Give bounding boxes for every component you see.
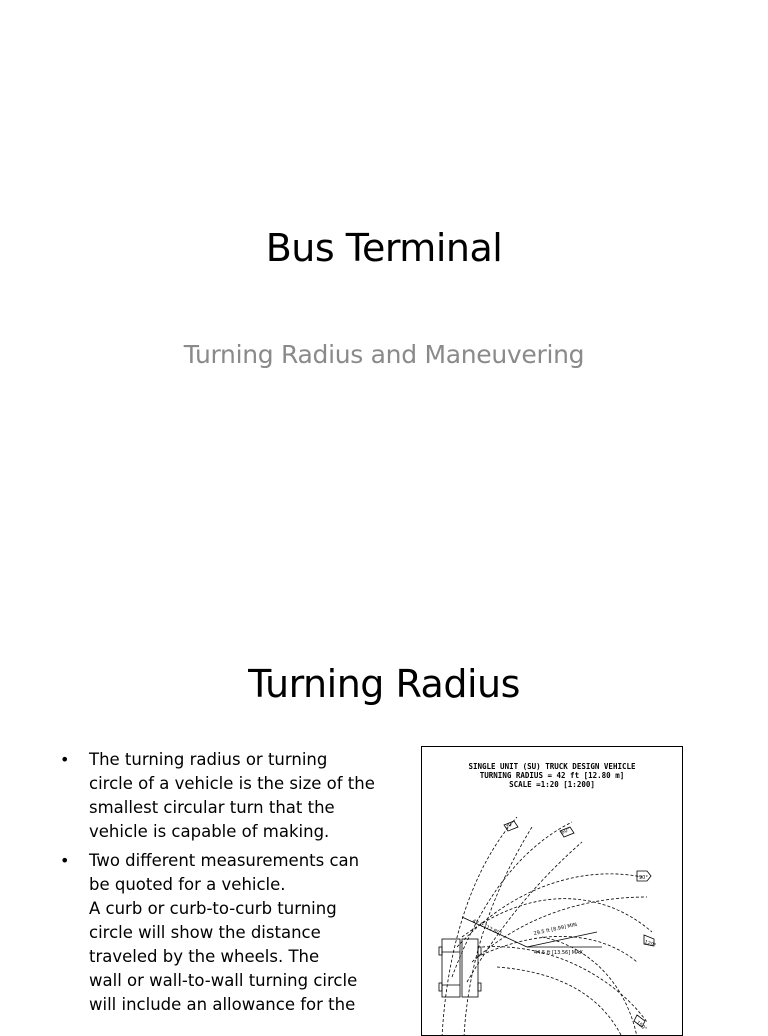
- bullet-list: [60, 748, 380, 1022]
- bullet-line: will include an allowance for the: [89, 995, 356, 1014]
- diagram-caption-line: TURNING RADIUS = 42 ft [12.80 m]: [479, 771, 625, 780]
- dimension-label: 42 ft [12.80]: [471, 918, 503, 938]
- bullet-line: circle will show the distance: [89, 923, 321, 942]
- turning-radius-diagram: [421, 746, 683, 1036]
- slide-title: Bus Terminal: [265, 226, 503, 270]
- angle-label: 150°: [634, 1019, 648, 1033]
- slide-title: Turning Radius: [248, 662, 520, 706]
- bullet-line: wall or wall-to-wall turning circle: [89, 971, 358, 990]
- bullet-item: [60, 748, 380, 844]
- bullet-line: circle of a vehicle is the size of the: [89, 774, 375, 793]
- angle-label: 120°: [643, 939, 657, 949]
- bullet-icon: •: [60, 851, 70, 870]
- bullet-item: [60, 849, 380, 1017]
- dimension-label: 44.5 ft [13.56] MAX: [534, 950, 583, 956]
- slide-subtitle: Turning Radius and Maneuvering: [183, 340, 585, 369]
- bullet-line: A curb or curb-to-curb turning: [89, 899, 337, 918]
- bullet-line: smallest circular turn that the: [89, 798, 335, 817]
- bullet-icon: •: [60, 750, 70, 769]
- bullet-line: be quoted for a vehicle.: [89, 875, 286, 894]
- bullet-line: vehicle is capable of making.: [89, 822, 330, 841]
- diagram-caption-line: SCALE =1:20 [1:200]: [509, 780, 595, 789]
- angle-label: 30°: [504, 820, 515, 830]
- dimension-label: 29.5 ft [8.99] MIN: [533, 921, 578, 937]
- bullet-line: Two different measurements can: [89, 851, 360, 870]
- bullet-line: The turning radius or turning: [89, 750, 328, 769]
- content-slide: [0, 576, 768, 1033]
- bullet-line: traveled by the wheels. The: [89, 947, 320, 966]
- angle-label: 90°: [639, 875, 648, 881]
- diagram-caption-line: SINGLE UNIT (SU) TRUCK DESIGN VEHICLE: [468, 762, 636, 771]
- diagram-drawing: [422, 747, 683, 1036]
- angle-label: 60°: [560, 826, 571, 836]
